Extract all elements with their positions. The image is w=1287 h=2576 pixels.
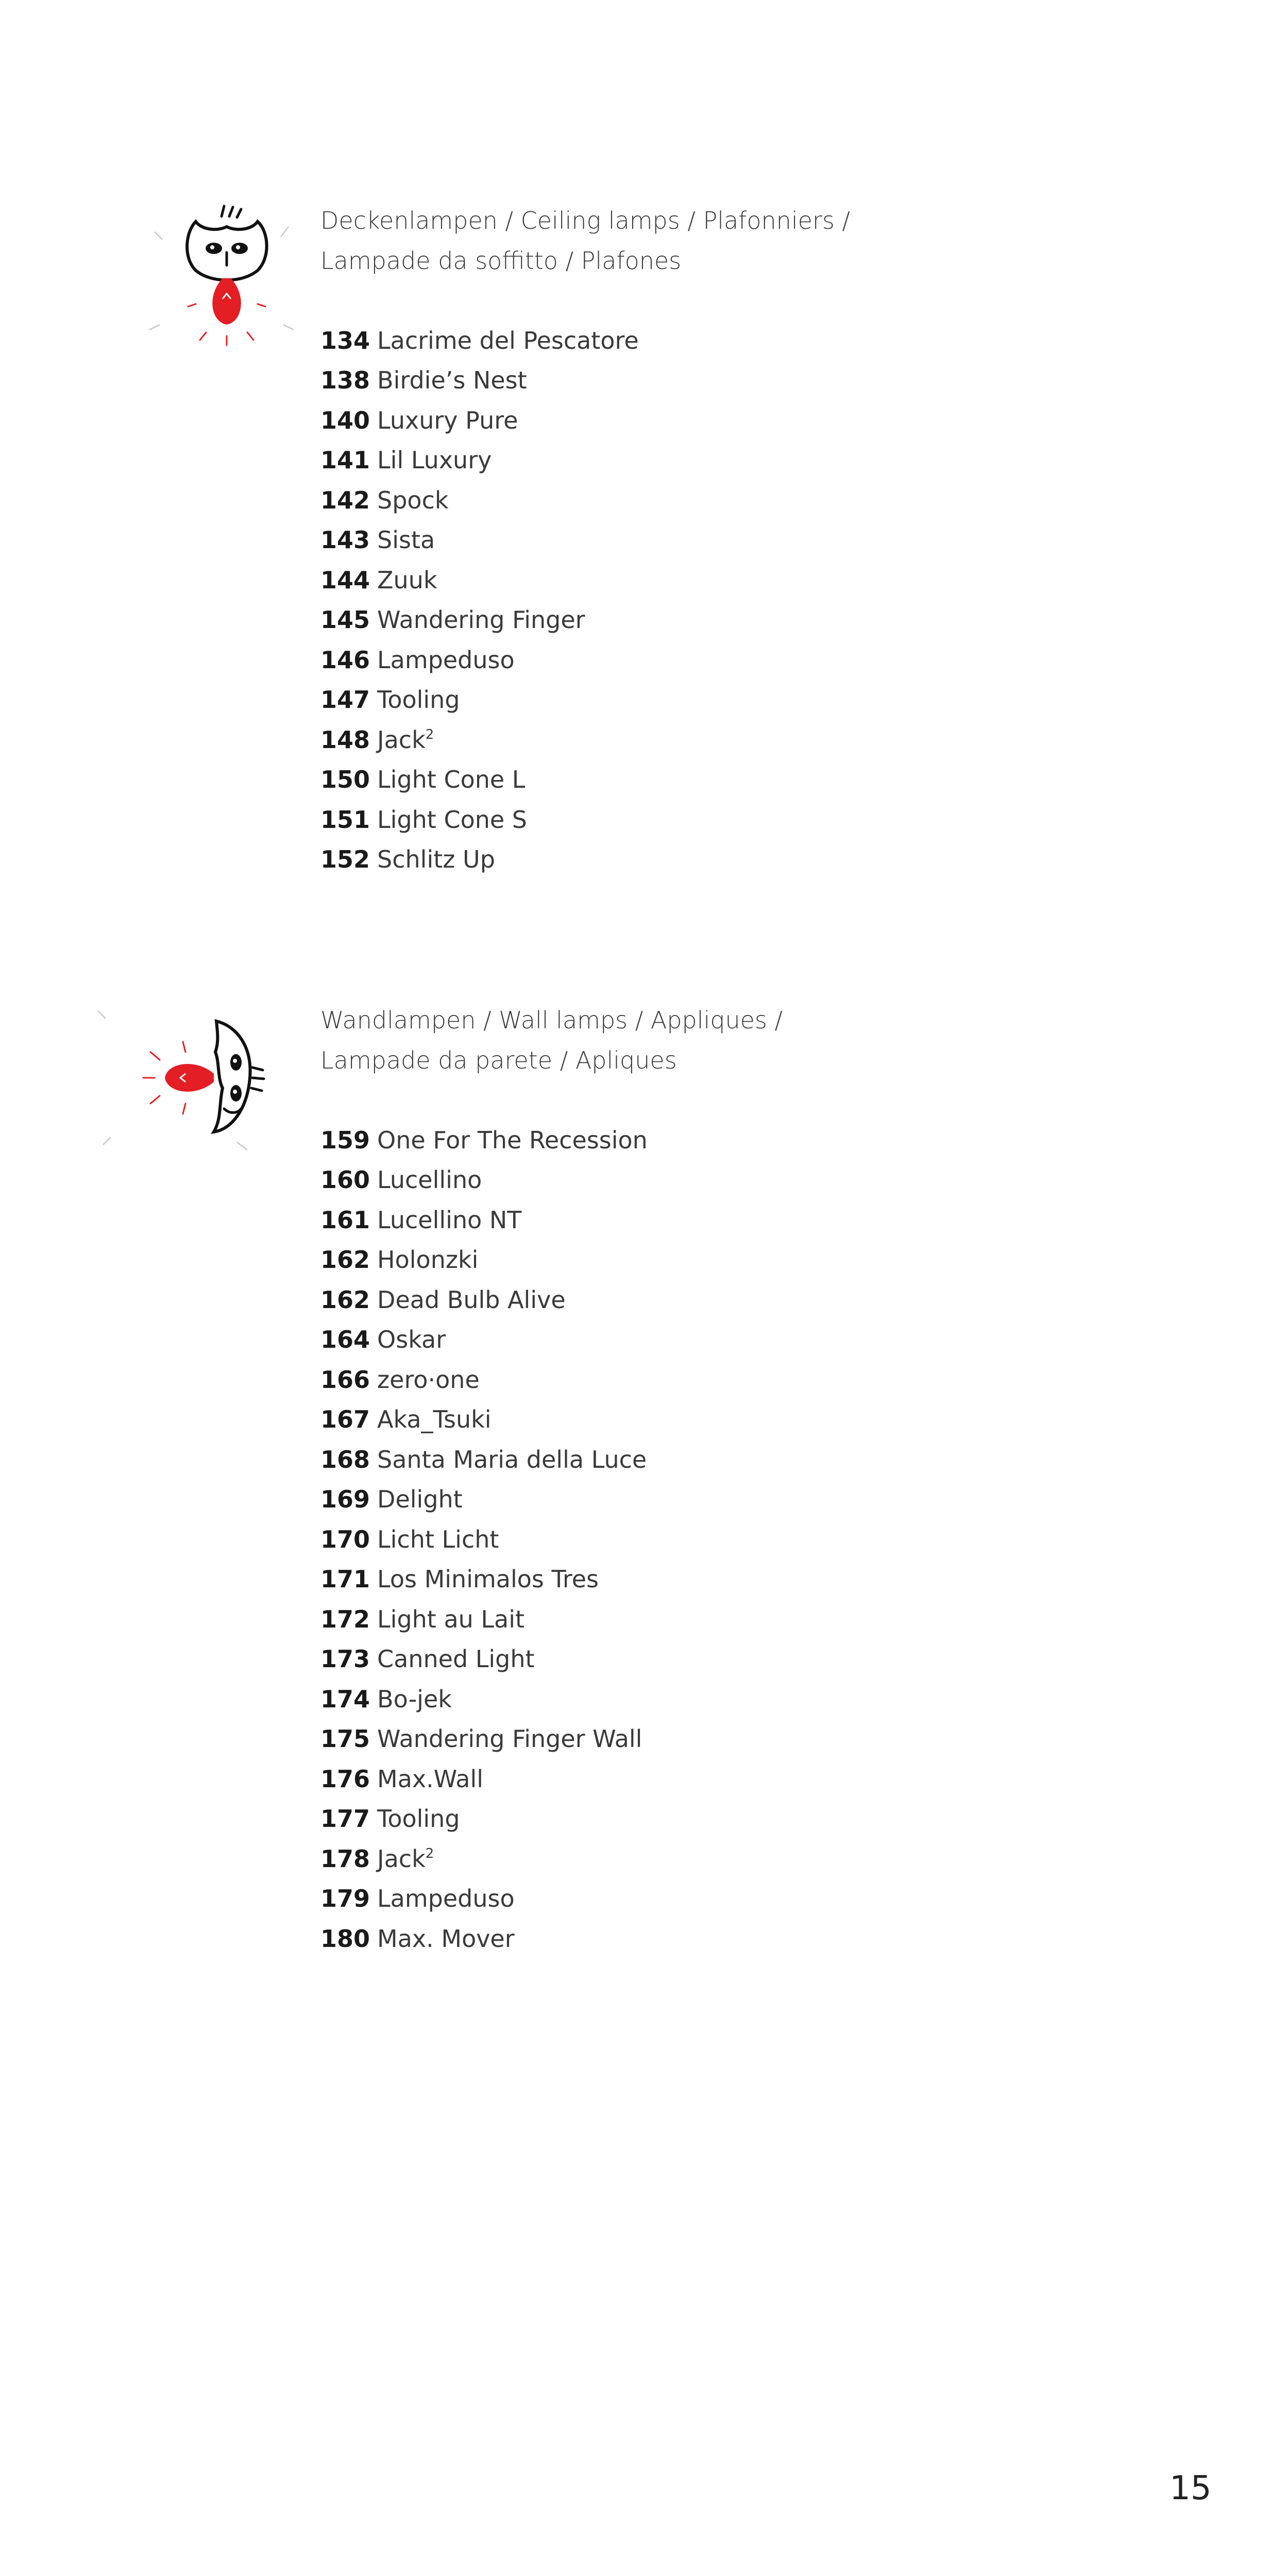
item-name: Max. Mover bbox=[377, 1924, 515, 1953]
item-name: Light Cone S bbox=[377, 805, 527, 834]
item-name: Jack bbox=[377, 1844, 426, 1873]
list-item[interactable] bbox=[320, 1600, 1145, 1640]
item-name: Light au Lait bbox=[377, 1605, 525, 1633]
item-name: One For The Recession bbox=[377, 1126, 648, 1154]
list-item[interactable] bbox=[320, 1400, 1145, 1440]
list-item[interactable] bbox=[320, 1160, 1145, 1200]
list-item[interactable] bbox=[320, 1200, 1145, 1241]
list-item[interactable] bbox=[320, 1520, 1145, 1560]
item-page-number: 168 bbox=[320, 1445, 370, 1473]
item-page-number: 161 bbox=[320, 1206, 370, 1234]
item-page-number: 150 bbox=[320, 766, 370, 793]
item-name: Los Minimalos Tres bbox=[377, 1565, 599, 1593]
item-page-number: 162 bbox=[320, 1246, 370, 1274]
item-name: Licht Licht bbox=[377, 1525, 499, 1553]
list-item[interactable] bbox=[320, 1799, 1145, 1839]
item-name: Sista bbox=[377, 526, 435, 554]
list-item[interactable] bbox=[320, 361, 1145, 401]
section-heading-line-2: Lampade da soffitto / Plafones bbox=[320, 246, 682, 275]
item-page-number: 147 bbox=[320, 686, 370, 714]
item-page-number: 164 bbox=[320, 1326, 370, 1353]
face-with-red-bulb-below-icon bbox=[134, 201, 319, 386]
item-page-number: 178 bbox=[320, 1844, 370, 1873]
list-item[interactable] bbox=[320, 840, 1145, 880]
list-item[interactable] bbox=[320, 1560, 1145, 1600]
item-page-number: 177 bbox=[320, 1805, 370, 1833]
section-heading-line-2: Lampade da parete / Apliques bbox=[320, 1046, 677, 1074]
list-item[interactable] bbox=[320, 1240, 1145, 1280]
ceiling-lamps-text bbox=[320, 201, 1145, 880]
item-page-number: 138 bbox=[320, 366, 370, 394]
item-name: Wandering Finger Wall bbox=[377, 1725, 642, 1753]
face-with-red-bulb-side-icon bbox=[82, 990, 268, 1176]
list-item[interactable] bbox=[320, 520, 1145, 561]
item-name: Oskar bbox=[377, 1326, 446, 1353]
item-page-number: 140 bbox=[320, 406, 370, 434]
item-name: Lampeduso bbox=[377, 646, 515, 674]
item-page-number: 172 bbox=[320, 1605, 370, 1633]
list-item[interactable] bbox=[320, 440, 1145, 481]
item-name: Birdie’s Nest bbox=[377, 366, 527, 394]
list-item[interactable] bbox=[320, 1719, 1145, 1759]
item-name: Light Cone L bbox=[377, 766, 526, 793]
item-name: Spock bbox=[377, 486, 449, 514]
item-name: Wandering Finger bbox=[377, 606, 585, 634]
item-name: Lil Luxury bbox=[377, 446, 492, 474]
list-item[interactable] bbox=[320, 401, 1145, 441]
section-heading-line-1: Deckenlampen / Ceiling lamps / Plafonniers / bbox=[320, 207, 850, 234]
item-superscript: 2 bbox=[425, 726, 434, 742]
item-page-number: 175 bbox=[320, 1725, 370, 1753]
item-page-number: 134 bbox=[320, 326, 370, 354]
item-page-number: 160 bbox=[320, 1166, 370, 1194]
list-item[interactable] bbox=[320, 640, 1145, 681]
item-page-number: 170 bbox=[320, 1525, 370, 1553]
list-item[interactable] bbox=[320, 1759, 1145, 1800]
list-item[interactable] bbox=[320, 1480, 1145, 1520]
list-item[interactable] bbox=[320, 1280, 1145, 1320]
item-superscript: 2 bbox=[425, 1845, 434, 1861]
ceiling-lamps-list bbox=[320, 321, 1145, 880]
item-page-number: 151 bbox=[320, 805, 370, 834]
list-item[interactable] bbox=[320, 1121, 1145, 1161]
list-item[interactable] bbox=[320, 800, 1145, 840]
item-name: Bo-jek bbox=[377, 1685, 452, 1713]
list-item[interactable] bbox=[320, 561, 1145, 601]
list-item[interactable] bbox=[320, 1639, 1145, 1680]
item-page-number: 141 bbox=[320, 446, 370, 474]
item-page-number: 173 bbox=[320, 1645, 370, 1673]
item-name: zero·one bbox=[377, 1365, 480, 1394]
list-item[interactable] bbox=[320, 720, 1145, 760]
item-name: Delight bbox=[377, 1485, 463, 1513]
item-page-number: 179 bbox=[320, 1885, 370, 1912]
item-name: Tooling bbox=[377, 1805, 460, 1833]
item-name: Schlitz Up bbox=[377, 845, 495, 873]
wall-lamps-text bbox=[320, 1001, 1145, 1959]
item-page-number: 166 bbox=[320, 1365, 370, 1394]
item-page-number: 162 bbox=[320, 1285, 370, 1314]
list-item[interactable] bbox=[320, 760, 1145, 800]
item-name: Dead Bulb Alive bbox=[377, 1285, 566, 1314]
list-item[interactable] bbox=[320, 600, 1145, 640]
item-page-number: 159 bbox=[320, 1126, 370, 1154]
item-name: Max.Wall bbox=[377, 1765, 484, 1793]
item-page-number: 145 bbox=[320, 606, 370, 634]
list-item[interactable] bbox=[320, 1320, 1145, 1360]
item-page-number: 142 bbox=[320, 486, 370, 514]
list-item[interactable] bbox=[320, 1360, 1145, 1400]
list-item[interactable] bbox=[320, 1680, 1145, 1720]
list-item[interactable] bbox=[320, 680, 1145, 720]
wall-lamps-list bbox=[320, 1121, 1145, 1959]
item-name: Canned Light bbox=[377, 1645, 535, 1673]
item-name: Aka_Tsuki bbox=[377, 1405, 492, 1433]
item-name: Santa Maria della Luce bbox=[377, 1445, 647, 1473]
item-page-number: 169 bbox=[320, 1485, 370, 1513]
item-name: Lampeduso bbox=[377, 1885, 515, 1912]
item-page-number: 174 bbox=[320, 1685, 370, 1713]
item-name: Luxury Pure bbox=[377, 406, 518, 434]
item-page-number: 152 bbox=[320, 845, 370, 873]
item-page-number: 148 bbox=[320, 725, 370, 754]
item-page-number: 176 bbox=[320, 1765, 370, 1793]
list-item[interactable] bbox=[320, 321, 1145, 361]
item-page-number: 171 bbox=[320, 1565, 370, 1593]
list-item[interactable] bbox=[320, 1919, 1145, 1959]
item-name: Holonzki bbox=[377, 1246, 479, 1274]
item-name: Lucellino NT bbox=[377, 1206, 522, 1234]
item-name: Jack bbox=[377, 725, 426, 754]
list-item[interactable] bbox=[320, 1879, 1145, 1919]
list-item[interactable] bbox=[320, 1839, 1145, 1879]
list-item[interactable] bbox=[320, 1440, 1145, 1480]
item-page-number: 167 bbox=[320, 1405, 370, 1433]
page-number: 15 bbox=[1170, 2469, 1212, 2507]
item-page-number: 146 bbox=[320, 646, 370, 674]
item-name: Lacrime del Pescatore bbox=[377, 326, 639, 354]
item-page-number: 144 bbox=[320, 566, 370, 594]
item-page-number: 180 bbox=[320, 1924, 370, 1953]
item-page-number: 143 bbox=[320, 526, 370, 554]
item-name: Zuuk bbox=[377, 566, 437, 594]
list-item[interactable] bbox=[320, 481, 1145, 521]
section-heading-line-1: Wandlampen / Wall lamps / Appliques / bbox=[320, 1006, 783, 1034]
item-name: Tooling bbox=[377, 686, 460, 714]
item-name: Lucellino bbox=[377, 1166, 482, 1194]
